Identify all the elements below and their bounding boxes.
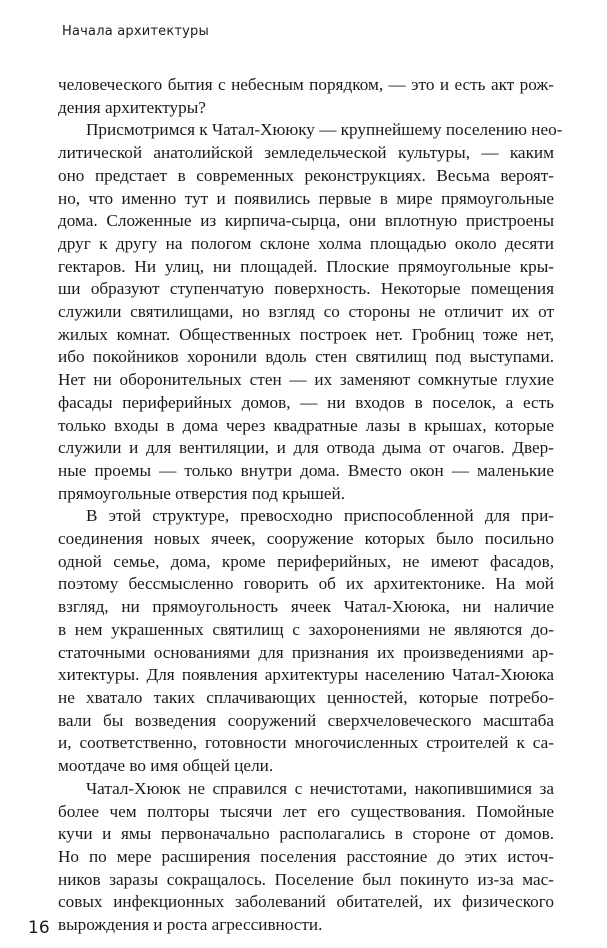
text-line: ши образуют ступенчатую поверхность. Некоторые помещения (58, 279, 554, 299)
text-line: соединения новых ячеек, сооружение которых было посильно (58, 529, 554, 549)
page-number: 16 (28, 918, 50, 938)
text-line: более чем полторы тысячи лет его существования. Помойные (58, 801, 554, 821)
text-line: но, что именно тут и появились первые в мире прямоугольные (58, 188, 554, 208)
text-line: Присмотримся к Чатал-Хююку — крупнейшему поселению нео- (86, 120, 563, 140)
text-line: дома. Сложенные из кирпича-сырца, они вплотную пристроены (58, 211, 554, 231)
body-text (58, 74, 563, 937)
text-line: оно предстает в современных реконструкциях. Весьма вероят- (58, 165, 554, 185)
text-line: только входы в дома через квадратные лазы в крышах, которые (58, 415, 554, 435)
text-line: вырождения и роста агрессивности. (58, 915, 323, 935)
text-line: кучи и ямы первоначально располагались в стороне от домов. (58, 824, 554, 844)
text-line: литической анатолийской земледельческой культуры, — каким (58, 143, 554, 163)
text-line: Нет ни оборонительных стен — их заменяют сомкнутые глухие (58, 370, 554, 390)
text-line: совых инфекционных заболеваний обитателей, их физического (58, 892, 554, 912)
text-line: В этой структуре, превосходно приспособленной для при- (86, 506, 554, 526)
text-line: ников заразы сокращалось. Поселение был покинуто из-за мас- (58, 869, 554, 889)
text-line: прямоугольные отверстия под крышей. (58, 483, 346, 503)
text-line: фасады периферийных домов, — ни входов в поселок, а есть (58, 392, 554, 412)
paragraph (58, 74, 554, 119)
text-line: дения архитектуры? (58, 97, 206, 117)
text-line: взгляд, ни прямоугольность ячеек Чатал-Хююка, ни наличие (58, 597, 554, 617)
paragraph (58, 505, 554, 777)
text-line: ные проемы — только внутри дома. Вместо окон — маленькие (58, 460, 554, 480)
text-line: человеческого бытия с небесным порядком, — это и есть акт рож- (58, 75, 554, 94)
text-line: в нем украшенных святилищ с захоронениями не являются до- (58, 619, 554, 639)
text-line: служили и для вентиляции, и для отвода дыма от очагов. Двер- (58, 438, 554, 458)
text-line: поэтому бессмысленно говорить об их архитектонике. На мой (58, 574, 554, 594)
text-line: служили святилищами, но взгляд со стороны не отличит их от (58, 302, 554, 322)
text-line: ибо покойников хоронили вдоль стен святилищ под выступами. (58, 347, 554, 367)
running-header: Начала архитектуры (62, 24, 209, 39)
text-line: жилых комнат. Общественных построек нет. Гробниц тоже нет, (58, 324, 554, 344)
text-line: Но по мере расширения поселения расстояние до этих источ- (58, 846, 554, 866)
paragraph (58, 119, 563, 505)
text-line: друг к другу на пологом склоне холма площадью около десяти (58, 233, 554, 253)
text-line: и, соответственно, готовности многочисленных строителей к са- (58, 733, 554, 753)
paragraph (58, 778, 554, 937)
text-line: гектаров. Ни улиц, ни площадей. Плоские прямоугольные кры- (58, 256, 554, 276)
text-line: одной семье, дома, кроме периферийных, не имеют фасадов, (58, 551, 554, 571)
text-line: хитектуры. Для появления архитектуры населению Чатал-Хююка (58, 665, 554, 685)
text-line: вали бы возведения сооружений сверхчеловеческого масштаба (58, 710, 554, 730)
text-line: не хватало таких сплачивающих ценностей, которые потребо- (58, 687, 554, 707)
text-line: Чатал-Хююк не справился с нечистотами, накопившимися за (86, 778, 554, 798)
text-line: моотдаче во имя общей цели. (58, 756, 274, 776)
text-line: статочными основаниями для признания их произведениями ар- (58, 642, 554, 662)
